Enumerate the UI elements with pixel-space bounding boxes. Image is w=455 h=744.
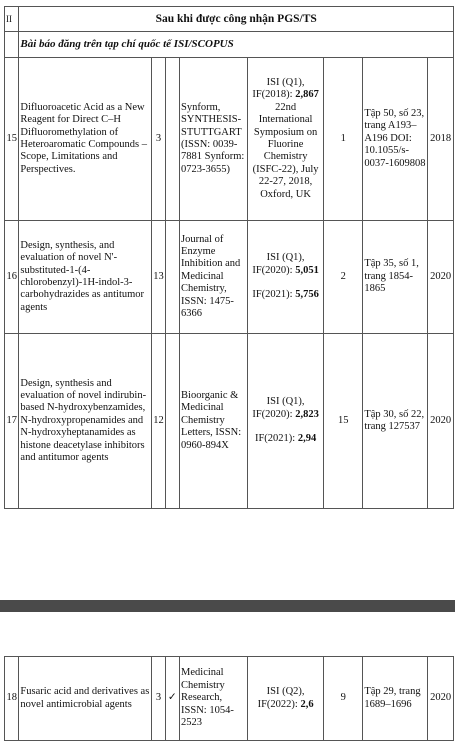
- main-author-mark: [165, 221, 179, 334]
- row-number: 17: [5, 334, 19, 509]
- index-info: ISI (Q1), IF(2020): 2,823 IF(2021): 2,94: [247, 334, 323, 509]
- paper-title: Difluoroacetic Acid as a New Reagent for Direct C–H Difluoromethylation of Heteroaromatic Compounds – Scope, Limitations and Perspectives.: [19, 58, 152, 221]
- paper-title: Design, synthesis, and evaluation of novel N'-substituted-1-(4-chlorobenzyl)-1H-indol-3-carbohydrazides as antitumor agents: [19, 221, 152, 334]
- table-row: [5, 58, 454, 221]
- section-title: Sau khi được công nhận PGS/TS: [19, 7, 454, 32]
- citation-count: 9: [324, 657, 363, 741]
- index-info: ISI (Q1), IF(2018): 2,867 22nd International Symposium on Fluorine Chemistry (ISFC-22), July 22-27, 2018, Oxford, UK: [247, 58, 323, 221]
- main-author-mark: ✓: [165, 657, 179, 741]
- publish-year: 2020: [428, 221, 454, 334]
- journal-name: Bioorganic & Medicinal Chemistry Letters, ISSN: 0960-894X: [180, 334, 248, 509]
- row-number: 18: [5, 657, 19, 741]
- author-count: 3: [152, 657, 165, 741]
- index-info: ISI (Q1), IF(2020): 5,051 IF(2021): 5,756: [247, 221, 323, 334]
- table-row: [5, 334, 454, 509]
- section-header-row: [5, 7, 454, 32]
- main-author-mark: [165, 58, 179, 221]
- publications-table-continued: [4, 656, 454, 741]
- table-row: [5, 221, 454, 334]
- page-break: [0, 600, 455, 612]
- citation-count: 1: [324, 58, 363, 221]
- publish-year: 2020: [428, 334, 454, 509]
- volume-pages: Tập 30, số 22, trang 127537: [363, 334, 428, 509]
- paper-title: Fusaric acid and derivatives as novel antimicrobial agents: [19, 657, 152, 741]
- row-number: 15: [5, 58, 19, 221]
- journal-name: Journal of Enzyme Inhibition and Medicinal Chemistry, ISSN: 1475-6366: [180, 221, 248, 334]
- citation-count: 15: [324, 334, 363, 509]
- journal-name: Medicinal Chemistry Research, ISSN: 1054-2523: [180, 657, 248, 741]
- publications-table: [4, 6, 454, 509]
- subheader-row: [5, 32, 454, 58]
- volume-pages: Tập 50, số 23, trang A193–A196 DOI: 10.1055/s-0037-1609808: [363, 58, 428, 221]
- journal-name: Synform, SYNTHESIS-STUTTGART (ISSN: 0039-7881 Synform: 0723-3655): [180, 58, 248, 221]
- author-count: 13: [152, 221, 165, 334]
- citation-count: 2: [324, 221, 363, 334]
- volume-pages: Tập 35, số 1, trang 1854-1865: [363, 221, 428, 334]
- volume-pages: Tập 29, trang 1689–1696: [363, 657, 428, 741]
- subheader-title: Bài báo đăng trên tạp chí quốc tế ISI/SCOPUS: [19, 32, 454, 58]
- section-number: II: [5, 7, 19, 32]
- paper-title: Design, synthesis and evaluation of novel indirubin-based N-hydroxybenzamides, N-hydroxypropenamides and N-hydroxyheptanamides as histone deacetylase inhibitors and antitumor agents: [19, 334, 152, 509]
- index-info: ISI (Q2), IF(2022): 2,6: [247, 657, 323, 741]
- publish-year: 2020: [428, 657, 454, 741]
- table-row: [5, 657, 454, 741]
- publish-year: 2018: [428, 58, 454, 221]
- author-count: 3: [152, 58, 165, 221]
- row-number: 16: [5, 221, 19, 334]
- author-count: 12: [152, 334, 165, 509]
- main-author-mark: [165, 334, 179, 509]
- page-bottom: [0, 654, 455, 744]
